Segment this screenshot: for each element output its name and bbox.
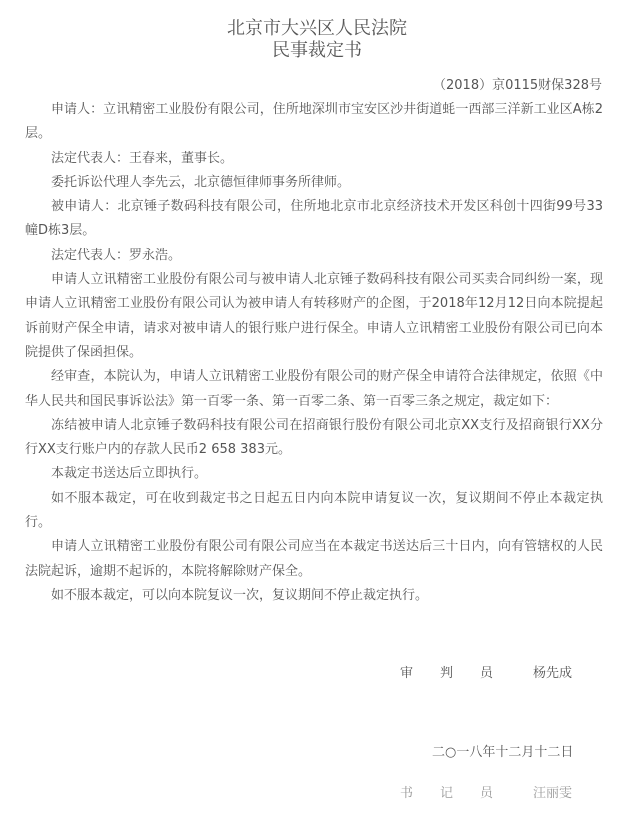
clerk-title-char: 书 <box>400 786 414 801</box>
clerk-signature <box>0 782 634 802</box>
paragraph-applicant-rep: 法定代表人：王春来，董事长。 <box>51 150 234 166</box>
judge-signature <box>0 662 634 682</box>
paragraph-review: 经审查，本院认为，申请人立讯精密工业股份有限公司的财产保全申请符合法律规定，依照《中华人民共和国民事诉讼法》第一百零一条、第一百零二条、第一百零三条之规定，裁定如下： <box>25 369 603 409</box>
clerk-title-char: 记 <box>440 786 454 801</box>
paragraph-reconsideration: 如不服本裁定，可以向本院复议一次，复议期间不停止裁定执行。 <box>51 587 429 603</box>
court-name: 北京市大兴区人民法院 <box>227 18 407 39</box>
document-body <box>25 98 603 608</box>
clerk-name: 汪丽雯 <box>533 786 573 801</box>
document-type: 民事裁定书 <box>272 40 362 61</box>
paragraph-agent: 委托诉讼代理人李先云，北京德恒律师事务所律师。 <box>51 174 351 190</box>
ruling-date: 二○一八年十二月十二日 <box>432 745 574 760</box>
paragraph-lawsuit-deadline: 申请人立讯精密工业股份有限公司有限公司应当在本裁定书送达后三十日内，向有管辖权的人民法院起诉，逾期不起诉的，本院将解除财产保全。 <box>25 539 603 579</box>
paragraph-execution: 本裁定书送达后立即执行。 <box>51 466 208 482</box>
judge-title-char: 判 <box>440 666 454 681</box>
paragraph-facts: 申请人立讯精密工业股份有限公司与被申请人北京锤子数码科技有限公司买卖合同纠纷一案，现申请人立讯精密工业股份有限公司认为被申请人有转移财产的企图，于2018年12月12日向本院提起诉前财产保全申请，请求对被申请人的银行账户进行保全。申请人立讯精密工业股份有限公司已向本院提供了保函担保。 <box>25 272 603 360</box>
judge-title-char: 员 <box>480 666 494 681</box>
paragraph-respondent: 被申请人：北京锤子数码科技有限公司，住所地北京市北京经济技术开发区科创十四街99号33幢D栋3层。 <box>25 199 603 239</box>
paragraph-appeal: 如不服本裁定，可在收到裁定书之日起五日内向本院申请复议一次，复议期间不停止本裁定执行。 <box>25 490 603 531</box>
judge-name: 杨先成 <box>533 666 573 681</box>
judge-title-char: 审 <box>400 666 414 681</box>
paragraph-applicant: 申请人：立讯精密工业股份有限公司，住所地深圳市宝安区沙井街道蚝一西部三洋新工业区A栋2层。 <box>25 102 603 142</box>
paragraph-respondent-rep: 法定代表人：罗永浩。 <box>51 247 182 263</box>
clerk-title-char: 员 <box>480 786 494 801</box>
case-number: （2018）京0115财保328号 <box>433 78 602 93</box>
paragraph-ruling: 冻结被申请人北京锤子数码科技有限公司在招商银行股份有限公司北京XX支行及招商银行XX分行XX支行账户内的存款人民币2 658 383元。 <box>25 417 603 458</box>
